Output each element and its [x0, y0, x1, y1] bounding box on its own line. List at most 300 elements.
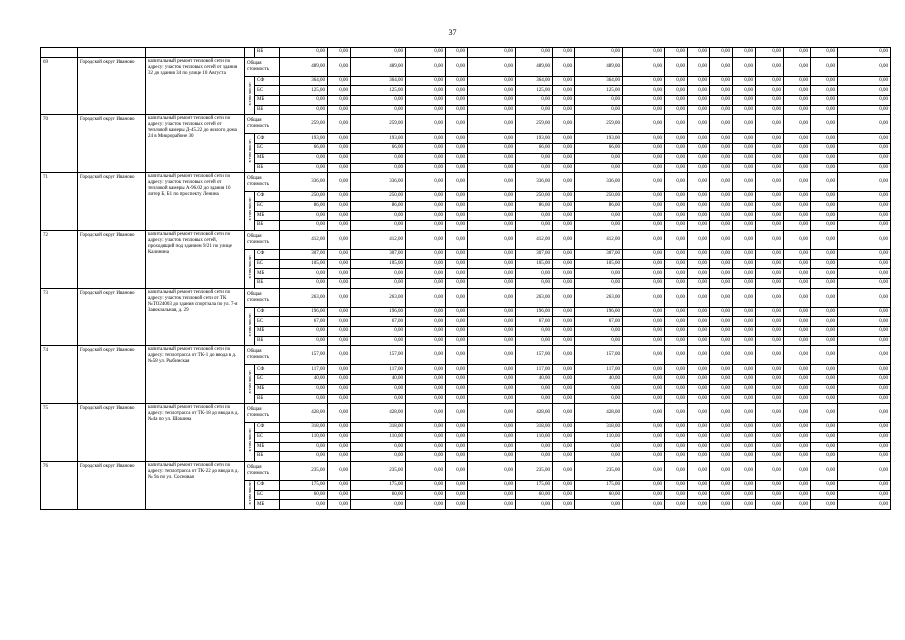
total-value-cell: 412,00 [516, 230, 553, 249]
value-cell: 0,00 [623, 201, 665, 211]
value-cell: 0,00 [665, 86, 688, 96]
value-cell: 0,00 [665, 259, 688, 269]
value-cell: 0,00 [665, 394, 688, 404]
table-body [41, 48, 891, 510]
source-label: БС [255, 432, 280, 442]
value-cell: 0,00 [756, 365, 784, 375]
value-cell: 0,00 [575, 211, 623, 221]
value-cell: 0,00 [351, 153, 406, 163]
value-cell: 0,00 [446, 490, 468, 500]
value-cell: 0,00 [328, 490, 351, 500]
source-label: БС [255, 144, 280, 154]
value-cell: 0,00 [446, 279, 468, 289]
value-cell: 0,00 [328, 48, 351, 58]
value-cell: 0,00 [838, 384, 891, 394]
value-cell: 0,00 [406, 384, 446, 394]
value-cell: 0,00 [280, 211, 328, 221]
value-cell: 0,00 [553, 394, 575, 404]
value-cell: 196,00 [516, 307, 553, 317]
value-cell: 0,00 [553, 134, 575, 144]
total-value-cell: 0,00 [623, 115, 665, 134]
entry-number: 75 [41, 404, 78, 462]
value-cell: 0,00 [756, 336, 784, 346]
source-label: БС [255, 375, 280, 385]
value-cell: 0,00 [756, 96, 784, 106]
value-cell: 0,00 [406, 452, 446, 462]
total-value-cell: 263,00 [516, 288, 553, 307]
value-cell: 0,00 [811, 221, 838, 231]
value-cell: 0,00 [351, 279, 406, 289]
value-cell: 0,00 [733, 211, 756, 221]
total-cost-label: Общая стоимость [245, 346, 280, 365]
funding-table [40, 47, 891, 510]
value-cell: 0,00 [811, 76, 838, 86]
source-label: БС [255, 86, 280, 96]
value-cell: 105,00 [516, 259, 553, 269]
total-value-cell: 0,00 [710, 346, 733, 365]
value-cell: 0,00 [811, 394, 838, 404]
value-cell: 0,00 [688, 48, 710, 58]
value-cell: 0,00 [756, 48, 784, 58]
value-cell: 0,00 [710, 279, 733, 289]
total-value-cell: 0,00 [623, 404, 665, 423]
value-cell: 0,00 [838, 490, 891, 500]
total-value-cell: 0,00 [710, 173, 733, 192]
value-cell: 0,00 [710, 105, 733, 115]
value-cell: 0,00 [406, 307, 446, 317]
value-cell: 193,00 [516, 134, 553, 144]
value-cell: 0,00 [665, 365, 688, 375]
value-cell: 110,00 [351, 432, 406, 442]
in-that-text: в том числе: [247, 254, 252, 279]
value-cell: 0,00 [733, 327, 756, 337]
total-value-cell: 0,00 [468, 346, 516, 365]
entry-number: 71 [41, 173, 78, 231]
value-cell: 0,00 [468, 259, 516, 269]
source-label: ВБ [255, 221, 280, 231]
total-value-cell: 0,00 [446, 173, 468, 192]
total-value-cell: 259,00 [575, 115, 623, 134]
value-cell: 0,00 [553, 336, 575, 346]
value-cell: 0,00 [328, 432, 351, 442]
source-label: СФ [255, 365, 280, 375]
value-cell: 0,00 [756, 76, 784, 86]
total-value-cell: 0,00 [468, 115, 516, 134]
total-value-cell: 259,00 [280, 115, 328, 134]
value-cell: 0,00 [665, 105, 688, 115]
value-cell: 0,00 [468, 365, 516, 375]
value-cell: 0,00 [623, 86, 665, 96]
value-cell: 67,00 [280, 317, 328, 327]
value-cell: 0,00 [838, 134, 891, 144]
value-cell: 0,00 [406, 144, 446, 154]
value-cell: 0,00 [575, 48, 623, 58]
total-value-cell: 0,00 [406, 115, 446, 134]
value-cell: 0,00 [406, 394, 446, 404]
value-cell: 0,00 [756, 211, 784, 221]
total-value-cell: 0,00 [838, 461, 891, 480]
value-cell: 0,00 [328, 134, 351, 144]
total-value-cell: 235,00 [351, 461, 406, 480]
value-cell: 0,00 [280, 105, 328, 115]
value-cell: 0,00 [733, 48, 756, 58]
value-cell: 175,00 [516, 480, 553, 490]
value-cell: 0,00 [468, 327, 516, 337]
value-cell: 0,00 [328, 480, 351, 490]
total-value-cell: 0,00 [665, 404, 688, 423]
value-cell: 307,00 [575, 249, 623, 259]
value-cell: 0,00 [328, 500, 351, 510]
total-value-cell: 0,00 [468, 57, 516, 76]
source-label: ВБ [255, 279, 280, 289]
source-label: СФ [255, 192, 280, 202]
total-value-cell: 0,00 [784, 115, 811, 134]
value-cell: 0,00 [553, 307, 575, 317]
value-cell: 0,00 [406, 192, 446, 202]
value-cell: 0,00 [406, 221, 446, 231]
total-value-cell: 0,00 [665, 288, 688, 307]
source-label: МБ [255, 211, 280, 221]
entry-number: 69 [41, 57, 78, 115]
value-cell: 0,00 [733, 307, 756, 317]
value-cell: 0,00 [811, 96, 838, 106]
total-value-cell: 412,00 [280, 230, 328, 249]
entry-total-row [41, 404, 891, 423]
total-value-cell: 0,00 [665, 115, 688, 134]
total-cost-label: Общая стоимость [245, 288, 280, 307]
value-cell: 0,00 [838, 269, 891, 279]
value-cell: 0,00 [838, 279, 891, 289]
value-cell: 0,00 [710, 221, 733, 231]
total-value-cell: 0,00 [710, 57, 733, 76]
value-cell: 318,00 [575, 423, 623, 433]
source-label: СФ [255, 423, 280, 433]
value-cell: 0,00 [468, 423, 516, 433]
value-cell: 0,00 [280, 442, 328, 452]
total-value-cell: 0,00 [811, 461, 838, 480]
value-cell: 0,00 [756, 249, 784, 259]
value-cell: 0,00 [756, 105, 784, 115]
value-cell: 0,00 [406, 211, 446, 221]
total-value-cell: 263,00 [575, 288, 623, 307]
value-cell: 0,00 [623, 48, 665, 58]
value-cell: 0,00 [710, 336, 733, 346]
value-cell: 0,00 [446, 153, 468, 163]
total-value-cell: 0,00 [328, 404, 351, 423]
total-value-cell: 157,00 [351, 346, 406, 365]
value-cell: 0,00 [406, 327, 446, 337]
in-that-text: в том числе: [247, 139, 252, 163]
value-cell: 0,00 [553, 211, 575, 221]
entry-total-row [41, 288, 891, 307]
total-value-cell: 0,00 [446, 461, 468, 480]
value-cell: 0,00 [575, 269, 623, 279]
top-continuation-row [41, 48, 891, 58]
total-value-cell: 0,00 [811, 288, 838, 307]
total-value-cell: 0,00 [665, 57, 688, 76]
value-cell: 0,00 [688, 327, 710, 337]
value-cell: 0,00 [710, 259, 733, 269]
value-cell: 0,00 [406, 375, 446, 385]
value-cell: 0,00 [468, 153, 516, 163]
value-cell: 0,00 [784, 490, 811, 500]
value-cell: 0,00 [733, 480, 756, 490]
value-cell: 318,00 [351, 423, 406, 433]
total-value-cell: 0,00 [553, 230, 575, 249]
value-cell: 0,00 [575, 153, 623, 163]
total-value-cell: 0,00 [328, 346, 351, 365]
value-cell: 0,00 [575, 221, 623, 231]
value-cell: 0,00 [710, 249, 733, 259]
value-cell: 0,00 [406, 134, 446, 144]
value-cell: 0,00 [811, 211, 838, 221]
value-cell: 0,00 [688, 279, 710, 289]
value-cell: 0,00 [784, 394, 811, 404]
total-value-cell: 0,00 [406, 346, 446, 365]
value-cell: 0,00 [733, 500, 756, 510]
value-cell: 0,00 [351, 394, 406, 404]
value-cell: 0,00 [553, 384, 575, 394]
value-cell: 0,00 [516, 394, 553, 404]
total-value-cell: 0,00 [733, 115, 756, 134]
value-cell: 67,00 [351, 317, 406, 327]
value-cell: 250,00 [516, 192, 553, 202]
value-cell: 0,00 [756, 221, 784, 231]
value-cell: 110,00 [280, 432, 328, 442]
value-cell: 0,00 [553, 96, 575, 106]
value-cell: 0,00 [516, 96, 553, 106]
value-cell: 0,00 [688, 163, 710, 173]
value-cell: 0,00 [351, 163, 406, 173]
value-cell: 0,00 [446, 269, 468, 279]
value-cell: 0,00 [688, 490, 710, 500]
value-cell: 0,00 [516, 105, 553, 115]
source-label: ВБ [255, 336, 280, 346]
value-cell: 0,00 [710, 211, 733, 221]
value-cell: 0,00 [328, 211, 351, 221]
source-label: БС [255, 201, 280, 211]
total-value-cell: 0,00 [733, 173, 756, 192]
value-cell: 0,00 [406, 86, 446, 96]
total-value-cell: 0,00 [623, 346, 665, 365]
value-cell: 0,00 [784, 105, 811, 115]
total-value-cell: 0,00 [406, 57, 446, 76]
value-cell: 0,00 [280, 96, 328, 106]
value-cell: 0,00 [446, 423, 468, 433]
value-cell: 0,00 [623, 144, 665, 154]
value-cell: 0,00 [575, 394, 623, 404]
value-cell: 0,00 [468, 442, 516, 452]
value-cell: 0,00 [756, 163, 784, 173]
value-cell: 0,00 [665, 423, 688, 433]
value-cell: 0,00 [838, 153, 891, 163]
total-value-cell: 0,00 [688, 57, 710, 76]
total-value-cell: 0,00 [328, 115, 351, 134]
value-cell: 0,00 [784, 480, 811, 490]
value-cell: 0,00 [688, 259, 710, 269]
value-cell: 0,00 [468, 134, 516, 144]
value-cell: 0,00 [516, 500, 553, 510]
value-cell: 0,00 [811, 423, 838, 433]
value-cell: 0,00 [328, 163, 351, 173]
value-cell: 0,00 [468, 163, 516, 173]
value-cell: 105,00 [280, 259, 328, 269]
source-label: МБ [255, 96, 280, 106]
value-cell: 0,00 [688, 221, 710, 231]
total-value-cell: 0,00 [733, 230, 756, 249]
total-cost-label: Общая стоимость [245, 230, 280, 249]
entry-municipality: Городской округ Иваново [78, 57, 146, 115]
value-cell: 0,00 [468, 452, 516, 462]
value-cell: 0,00 [446, 500, 468, 510]
value-cell: 0,00 [575, 336, 623, 346]
value-cell: 0,00 [733, 423, 756, 433]
value-cell: 0,00 [406, 336, 446, 346]
value-cell: 0,00 [665, 442, 688, 452]
value-cell: 0,00 [733, 249, 756, 259]
value-cell: 0,00 [468, 96, 516, 106]
value-cell: 0,00 [784, 452, 811, 462]
value-cell: 0,00 [784, 192, 811, 202]
total-value-cell: 235,00 [575, 461, 623, 480]
value-cell: 0,00 [710, 96, 733, 106]
value-cell: 0,00 [406, 365, 446, 375]
value-cell: 0,00 [811, 163, 838, 173]
value-cell: 40,00 [280, 375, 328, 385]
value-cell: 0,00 [280, 394, 328, 404]
value-cell: 0,00 [468, 249, 516, 259]
value-cell: 0,00 [710, 432, 733, 442]
value-cell: 0,00 [328, 192, 351, 202]
value-cell: 0,00 [784, 259, 811, 269]
value-cell: 0,00 [665, 269, 688, 279]
value-cell: 0,00 [468, 48, 516, 58]
total-value-cell: 0,00 [756, 57, 784, 76]
total-value-cell: 428,00 [516, 404, 553, 423]
value-cell: 0,00 [516, 279, 553, 289]
value-cell: 0,00 [733, 375, 756, 385]
value-cell: 0,00 [733, 163, 756, 173]
value-cell: 0,00 [446, 327, 468, 337]
value-cell: 0,00 [838, 105, 891, 115]
value-cell: 0,00 [733, 86, 756, 96]
source-label: ВБ [255, 105, 280, 115]
value-cell: 0,00 [328, 423, 351, 433]
value-cell: 125,00 [575, 86, 623, 96]
total-value-cell: 0,00 [756, 288, 784, 307]
value-cell: 0,00 [710, 153, 733, 163]
value-cell: 0,00 [665, 307, 688, 317]
value-cell: 0,00 [733, 76, 756, 86]
value-cell: 0,00 [468, 317, 516, 327]
total-value-cell: 0,00 [784, 288, 811, 307]
value-cell: 0,00 [406, 76, 446, 86]
value-cell: 250,00 [351, 192, 406, 202]
value-cell: 0,00 [710, 134, 733, 144]
value-cell: 0,00 [784, 211, 811, 221]
total-value-cell: 0,00 [623, 57, 665, 76]
total-value-cell: 235,00 [280, 461, 328, 480]
total-value-cell: 0,00 [468, 288, 516, 307]
value-cell: 250,00 [575, 192, 623, 202]
value-cell: 0,00 [406, 48, 446, 58]
value-cell: 60,00 [280, 490, 328, 500]
value-cell: 0,00 [553, 317, 575, 327]
total-value-cell: 0,00 [468, 173, 516, 192]
total-value-cell: 0,00 [784, 461, 811, 480]
value-cell: 0,00 [575, 279, 623, 289]
total-value-cell: 263,00 [351, 288, 406, 307]
value-cell: 0,00 [710, 384, 733, 394]
value-cell: 0,00 [665, 153, 688, 163]
value-cell: 0,00 [623, 163, 665, 173]
total-value-cell: 0,00 [665, 230, 688, 249]
value-cell: 0,00 [516, 211, 553, 221]
value-cell: 0,00 [516, 221, 553, 231]
value-cell: 0,00 [665, 249, 688, 259]
value-cell: 0,00 [756, 144, 784, 154]
total-value-cell: 157,00 [516, 346, 553, 365]
value-cell: 0,00 [406, 249, 446, 259]
value-cell: 0,00 [688, 432, 710, 442]
value-cell: 0,00 [468, 211, 516, 221]
value-cell: 0,00 [756, 86, 784, 96]
total-value-cell: 0,00 [688, 461, 710, 480]
value-cell: 193,00 [575, 134, 623, 144]
value-cell: 0,00 [811, 327, 838, 337]
total-value-cell: 0,00 [328, 461, 351, 480]
value-cell: 0,00 [784, 144, 811, 154]
value-cell: 125,00 [280, 86, 328, 96]
value-cell: 40,00 [575, 375, 623, 385]
total-value-cell: 0,00 [623, 230, 665, 249]
total-value-cell: 0,00 [756, 461, 784, 480]
source-label: МБ [255, 327, 280, 337]
total-value-cell: 0,00 [553, 346, 575, 365]
value-cell: 0,00 [838, 480, 891, 490]
value-cell: 0,00 [784, 249, 811, 259]
value-cell: 0,00 [553, 86, 575, 96]
entry-description: капитальный ремонт тепловой сети по адресу: теплотрасса от ТК-22 до ввода в д.№ 9а по ул. Сосновая [146, 461, 245, 509]
value-cell: 0,00 [756, 432, 784, 442]
value-cell: 0,00 [623, 365, 665, 375]
value-cell: 0,00 [446, 163, 468, 173]
value-cell: 0,00 [756, 442, 784, 452]
value-cell: 0,00 [838, 249, 891, 259]
value-cell: 175,00 [575, 480, 623, 490]
in-that-text: в том числе: [247, 312, 252, 337]
value-cell: 0,00 [575, 442, 623, 452]
value-cell: 307,00 [280, 249, 328, 259]
value-cell: 0,00 [623, 375, 665, 385]
total-value-cell: 0,00 [406, 461, 446, 480]
total-value-cell: 489,00 [516, 57, 553, 76]
value-cell: 0,00 [553, 201, 575, 211]
value-cell: 0,00 [328, 249, 351, 259]
value-cell: 0,00 [838, 317, 891, 327]
value-cell: 0,00 [280, 221, 328, 231]
value-cell: 66,00 [280, 144, 328, 154]
value-cell: 0,00 [838, 211, 891, 221]
total-value-cell: 157,00 [575, 346, 623, 365]
value-cell: 0,00 [446, 192, 468, 202]
value-cell: 0,00 [811, 432, 838, 442]
source-label: ВБ [255, 394, 280, 404]
value-cell: 0,00 [468, 269, 516, 279]
value-cell: 0,00 [406, 480, 446, 490]
value-cell: 0,00 [733, 365, 756, 375]
value-cell: 0,00 [710, 144, 733, 154]
